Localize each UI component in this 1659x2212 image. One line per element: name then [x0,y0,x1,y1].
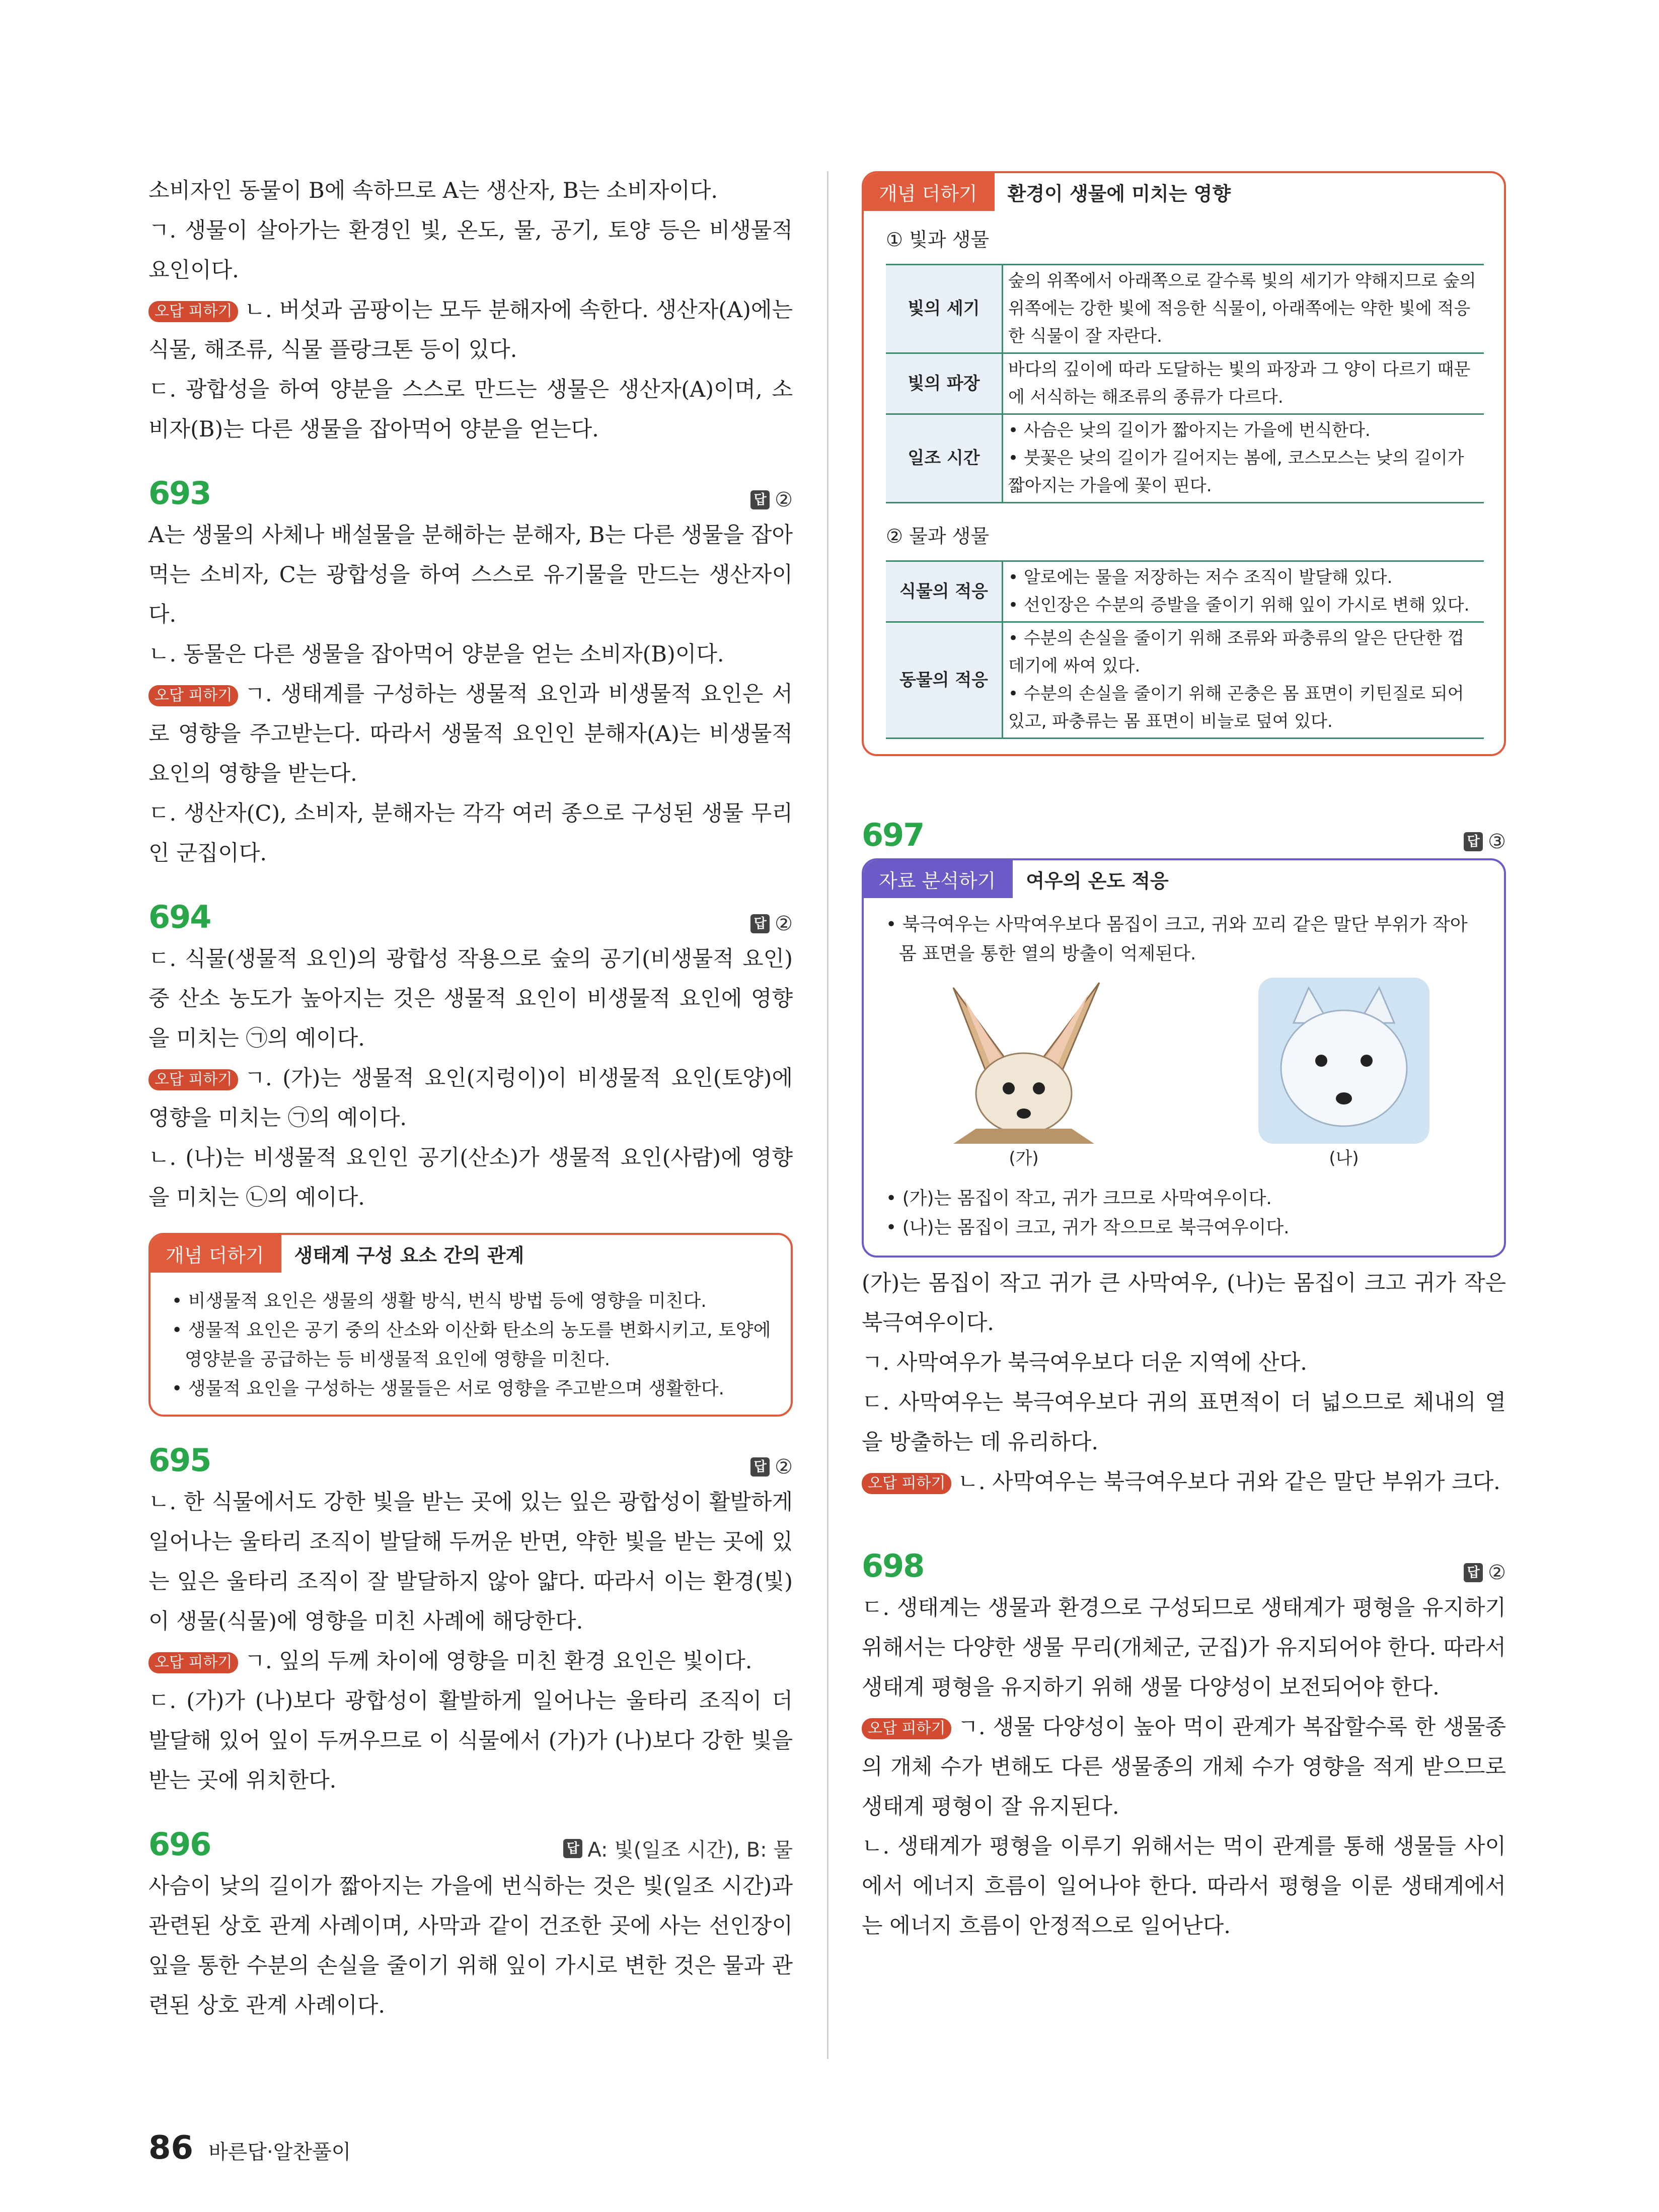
bullet-item: • (나)는 몸집이 크고, 귀가 작으므로 북극여우이다. [886,1217,1290,1238]
answer-icon: 답 [1464,832,1483,851]
paragraph [862,1708,1506,1827]
fox-figures [864,978,1504,1179]
paragraph: ㄱ. 사막여우가 북극여우보다 더운 지역에 산다. [862,1350,1307,1375]
arctic-fox-illustration [1258,978,1429,1144]
answer-value: ③ [1488,830,1506,853]
table-key: 빛의 세기 [886,265,1003,353]
question-number: 697 [862,817,924,853]
concept-title: 환경이 생물에 미치는 영향 [1007,183,1231,205]
data-box-header [864,860,1504,898]
answer-icon: 답 [1464,1563,1483,1582]
avoid-wrong-tag: 오답 피하기 [148,301,238,322]
water-table [886,560,1484,739]
fennec-fox-illustration [933,978,1114,1144]
concept-box-header [864,173,1504,211]
question-number: 695 [148,1442,211,1479]
data-title: 여우의 온도 적응 [1026,870,1169,892]
avoid-wrong-tag: 오답 피하기 [148,1652,238,1673]
answer [750,488,793,511]
table-key: 일조 시간 [886,414,1003,503]
section-heading: ① 빛과 생물 [886,229,990,251]
paragraph [148,1059,793,1138]
question-number: 694 [148,899,211,935]
paragraph-text: ㄱ. 생태계를 구성하는 생물적 요인과 비생물적 요인은 서로 영향을 주고받는다. 따라서 생물적 요인인 분해자(A)는 비생물적 요인의 영향을 받는다. [148,682,793,786]
table-row [886,353,1484,414]
answer-value: A: 빛(일조 시간), B: 물 [587,1838,793,1862]
question-header-693 [148,475,793,511]
concept-title: 생태계 구성 요소 간의 관계 [294,1244,524,1267]
concept-tag: 개념 더하기 [864,173,995,211]
figure-label-b: (나) [1329,1148,1359,1168]
table-row [886,265,1484,353]
answer [1464,1561,1506,1584]
data-analysis-box [862,858,1506,1258]
figure-label-a: (가) [1009,1148,1039,1168]
table-row [886,414,1484,503]
book-title: 바른답·알찬풀이 [208,2141,351,2164]
table-cell: 바다의 깊이에 따라 도달하는 빛의 파장과 그 양이 다르기 때문에 서식하는 해조류의 종류가 다르다. [1003,353,1484,414]
question-header-697 [862,817,1506,853]
table-cell: • 수분의 손실을 줄이기 위해 조류와 파충류의 알은 단단한 껍데기에 싸여 있다. • 수분의 손실을 줄이기 위해 곤충은 몸 표면이 키틴질로 되어 있고, 파충류는 몸 표면이 비늘로 덮여 있다. [1003,622,1484,739]
question-number: 698 [862,1547,924,1584]
answer-value: ② [1488,1561,1506,1584]
column-divider [827,171,828,2059]
answer-icon: 답 [750,914,770,933]
question-header-696 [148,1826,793,1863]
paragraph: ㄱ. 생물이 살아가는 환경인 빛, 온도, 물, 공기, 토양 등은 비생물적 요인이다. [148,218,793,283]
avoid-wrong-tag: 오답 피하기 [862,1718,951,1739]
paragraph-text: ㄱ. 생물 다양성이 높아 먹이 관계가 복잡할수록 한 생물종의 개체 수가 변해도 다른 생물종의 개체 수가 영향을 적게 받으므로 생태계 평형이 잘 유지된다. [862,1715,1506,1819]
concept-box-environment [862,171,1506,756]
bullet-item: • 비생물적 요인은 생물의 생활 방식, 번식 방법 등에 영향을 미친다. [172,1291,707,1311]
question-header-694 [148,899,793,935]
table-cell: • 사슴은 낮의 길이가 짧아지는 가을에 번식한다. • 붓꽃은 낮의 길이가 길어지는 봄에, 코스모스는 낮의 길이가 짧아지는 가을에 꽃이 핀다. [1003,414,1484,503]
arctic-fox-figure [1243,978,1445,1179]
paragraph: 사슴이 낮의 길이가 짧아지는 가을에 번식하는 것은 빛(일조 시간)과 관련된 상호 관계 사례이며, 사막과 같이 건조한 곳에 사는 선인장이 잎을 통한 수분의 손실을 줄이기 위해 잎이 가시로 변한 것은 물과 관련된 상호 관계 사례이다. [148,1874,793,2018]
intro-block [148,171,793,450]
paragraph: ㄴ. (나)는 비생물적 요인인 공기(산소)가 생물적 요인(사람)에 영향을 미치는 ㉡의 예이다. [148,1145,793,1210]
answer [563,1834,793,1863]
paragraph-text: ㄱ. 잎의 두께 차이에 영향을 미친 환경 요인은 빛이다. [244,1649,752,1674]
paragraph: ㄷ. 생태계는 생물과 환경으로 구성되므로 생태계가 평형을 유지하기 위해서는 다양한 생물 무리(개체군, 군집)가 유지되어야 한다. 따라서 생태계 평형을 유지하기 위해 생물 다양성이 보전되어야 한다. [862,1595,1506,1700]
paragraph [148,1642,793,1681]
paragraph: ㄴ. 생태계가 평형을 이루기 위해서는 먹이 관계를 통해 생물들 사이에서 에너지 흐름이 일어나야 한다. 따라서 평형을 이룬 생태계에서는 에너지 흐름이 안정적으로 일어난다. [862,1834,1506,1939]
answer [1464,830,1506,853]
paragraph [862,1462,1506,1502]
answer [750,1455,793,1479]
paragraph: A는 생물의 사체나 배설물을 분해하는 분해자, B는 다른 생물을 잡아먹는 소비자, C는 광합성을 하여 스스로 유기물을 만드는 생산자이다. [148,523,793,627]
paragraph-text: ㄱ. (가)는 생물적 요인(지렁이)이 비생물적 요인(토양)에 영향을 미치는 ㉠의 예이다. [148,1066,793,1131]
fennec-fox-figure [923,978,1124,1179]
question-header-698 [862,1547,1506,1584]
bullet-item: • (가)는 몸집이 작고, 귀가 크므로 사막여우이다. [886,1188,1272,1209]
avoid-wrong-tag: 오답 피하기 [148,1069,238,1090]
data-tag: 자료 분석하기 [864,860,1013,898]
page-number: 86 [148,2129,194,2167]
concept-tag: 개념 더하기 [150,1235,281,1273]
bullet-item: • 생물적 요인은 공기 중의 산소와 이산화 탄소의 농도를 변화시키고, 토양에 영양분을 공급하는 등 비생물적 요인에 영향을 미친다. [172,1320,771,1370]
answer-value: ② [775,488,793,511]
paragraph: (가)는 몸집이 작고 귀가 큰 사막여우, (나)는 몸집이 크고 귀가 작은 북극여우이다. [862,1271,1506,1336]
section-heading: ② 물과 생물 [886,525,990,547]
answer-value: ② [775,912,793,935]
paragraph [148,290,793,370]
bullet-item: • 북극여우는 사막여우보다 몸집이 크고, 귀와 꼬리 같은 말단 부위가 작아 몸 표면을 통한 열의 방출이 억제된다. [886,914,1468,964]
paragraph: 소비자인 동물이 B에 속하므로 A는 생산자, B는 소비자이다. [148,178,718,203]
light-table [886,264,1484,503]
paragraph: ㄷ. 생산자(C), 소비자, 분해자는 각각 여러 종으로 구성된 생물 무리인 군집이다. [148,801,793,866]
paragraph: ㄴ. 동물은 다른 생물을 잡아먹어 양분을 얻는 소비자(B)이다. [148,642,724,667]
page-footer [148,2129,351,2167]
concept-box-ecosystem [148,1233,793,1417]
paragraph-text: ㄴ. 버섯과 곰팡이는 모두 분해자에 속한다. 생산자(A)에는 식물, 해조류, 식물 플랑크톤 등이 있다. [148,298,793,362]
table-row [886,622,1484,739]
paragraph: ㄷ. 사막여우는 북극여우보다 귀의 표면적이 더 넓으므로 체내의 열을 방출하는 데 유리하다. [862,1390,1506,1455]
question-header-695 [148,1442,793,1479]
paragraph: ㄷ. 식물(생물적 요인)의 광합성 작용으로 숲의 공기(비생물적 요인) 중 산소 농도가 높아지는 것은 생물적 요인이 비생물적 요인에 영향을 미치는 ㉠의 예이다. [148,946,793,1051]
paragraph: ㄴ. 한 식물에서도 강한 빛을 받는 곳에 있는 잎은 광합성이 활발하게 일어나는 울타리 조직이 발달해 두꺼운 반면, 약한 빛을 받는 곳에 있는 잎은 울타리 조직이 잘 발달하지 않아 얇다. 따라서 이는 환경(빛)이 생물(식물)에 영향을 미친 사례에 해당한다. [148,1490,793,1634]
table-cell: • 알로에는 물을 저장하는 저수 조직이 발달해 있다. • 선인장은 수분의 증발을 줄이기 위해 잎이 가시로 변해 있다. [1003,561,1484,622]
paragraph-text: ㄴ. 사막여우는 북극여우보다 귀와 같은 말단 부위가 크다. [957,1469,1500,1495]
concept-box-header [150,1235,791,1273]
avoid-wrong-tag: 오답 피하기 [148,685,238,706]
answer-icon: 답 [563,1839,582,1858]
answer-value: ② [775,1455,793,1479]
table-key: 식물의 적응 [886,561,1003,622]
avoid-wrong-tag: 오답 피하기 [862,1473,951,1494]
paragraph: ㄷ. (가)가 (나)보다 광합성이 활발하게 일어나는 울타리 조직이 더 발달해 있어 잎이 두꺼우므로 이 식물에서 (가)가 (나)보다 강한 빛을 받는 곳에 위치한다. [148,1688,793,1793]
right-column [862,171,1506,1946]
table-key: 빛의 파장 [886,353,1003,414]
question-number: 696 [148,1826,211,1863]
left-column [148,171,793,2026]
paragraph [148,675,793,794]
question-number: 693 [148,475,211,511]
table-key: 동물의 적응 [886,622,1003,739]
answer [750,912,793,935]
answer-icon: 답 [750,1457,770,1477]
table-row [886,561,1484,622]
table-cell: 숲의 위쪽에서 아래쪽으로 갈수록 빛의 세기가 약해지므로 숲의 위쪽에는 강한 빛에 적응한 식물이, 아래쪽에는 약한 빛에 적응한 식물이 잘 자란다. [1003,265,1484,353]
answer-icon: 답 [750,490,770,509]
bullet-item: • 생물적 요인을 구성하는 생물들은 서로 영향을 주고받으며 생활한다. [172,1378,724,1399]
paragraph: ㄷ. 광합성을 하여 양분을 스스로 만드는 생물은 생산자(A)이며, 소비자(B)는 다른 생물을 잡아먹어 양분을 얻는다. [148,377,793,442]
